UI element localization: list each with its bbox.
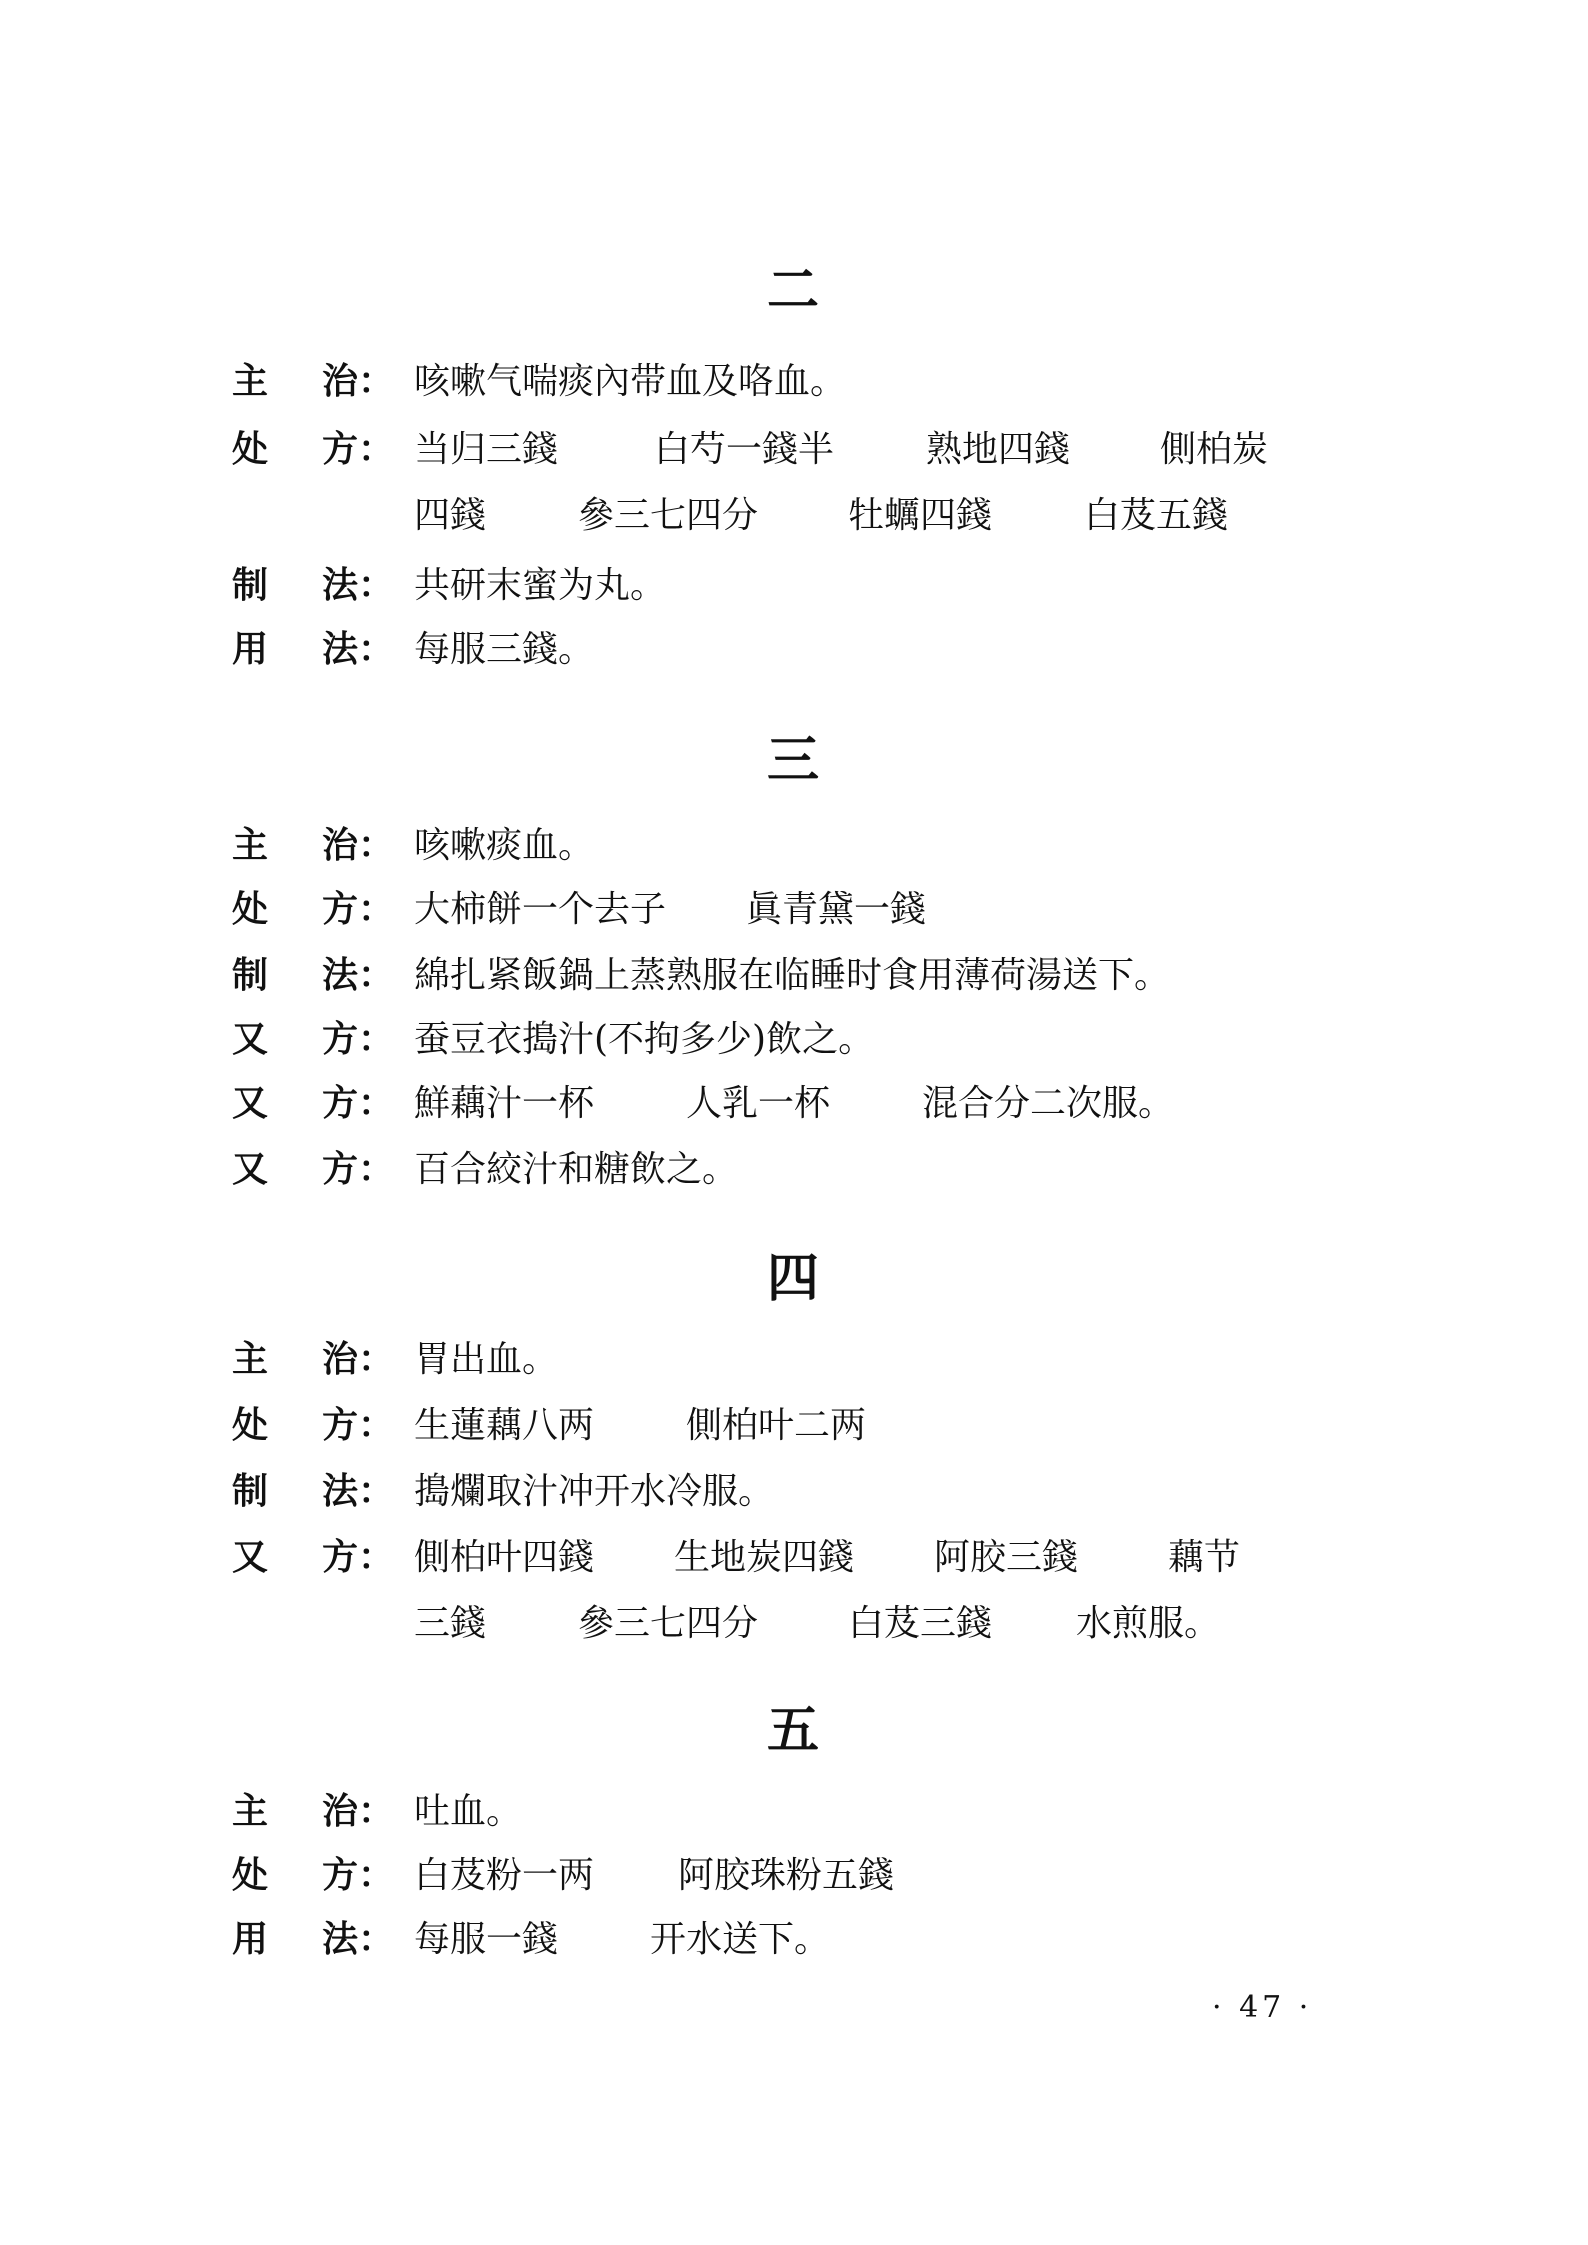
entry-row (232, 880, 1412, 940)
section-title: 二 (766, 260, 821, 321)
ingredient: 白芨三錢 (848, 1603, 993, 1644)
entry-label: 制 法： (232, 955, 395, 996)
entry-label: 主 治： (232, 1339, 395, 1380)
ingredient: 大柿餅一个去子 (414, 889, 667, 930)
entry-label: 又 方： (232, 1537, 395, 1578)
entry-text: 百合絞汁和糖飲之。 (414, 1149, 739, 1190)
entry-label: 又 方： (232, 1019, 395, 1060)
entry-row (232, 1010, 1412, 1070)
ingredient: 阿胶珠粉五錢 (678, 1855, 895, 1896)
entry-row (232, 620, 1412, 680)
entry-row (232, 1074, 1412, 1134)
ingredient: 白芨粉一两 (414, 1855, 595, 1896)
entry-label: 处 方： (232, 1855, 395, 1896)
entry-row (232, 1396, 1412, 1456)
entry-label: 又 方： (232, 1083, 395, 1124)
entry-text: 吐血。 (414, 1791, 523, 1832)
ingredient: 熟地四錢 (926, 429, 1071, 470)
entry-label: 用 法： (232, 629, 395, 670)
ingredient: 側柏炭 (1160, 429, 1269, 470)
entry-label: 处 方： (232, 889, 395, 930)
entry-row (232, 1782, 1412, 1842)
ingredient: 參三七四分 (578, 1603, 759, 1644)
entry-row (232, 1330, 1412, 1390)
entry-label: 用 法： (232, 1919, 395, 1960)
ingredient: 側柏叶二两 (686, 1405, 867, 1446)
entry-label: 制 法： (232, 565, 395, 606)
entry-row (232, 946, 1412, 1006)
entry-text: 胃出血。 (414, 1339, 559, 1380)
entry-row (232, 1910, 1412, 1970)
entry-row (232, 1462, 1412, 1522)
entry-continuation (414, 486, 1228, 546)
ingredient: 白芨五錢 (1084, 495, 1229, 536)
ingredient: 人乳一杯 (686, 1083, 831, 1124)
entry-text: 咳嗽气喘痰內带血及咯血。 (414, 361, 847, 402)
ingredient: 当归三錢 (414, 429, 559, 470)
ingredient: 藕节 (1168, 1537, 1241, 1578)
entry-label: 制 法： (232, 1471, 395, 1512)
entry-text: 每服一錢 (414, 1919, 559, 1960)
entry-row (232, 1846, 1412, 1906)
ingredient: 混合分二次服。 (922, 1083, 1175, 1124)
entry-label: 主 治： (232, 1791, 395, 1832)
ingredient: 三錢 (414, 1603, 487, 1644)
entry-row (232, 556, 1412, 616)
entry-row (232, 352, 1412, 412)
ingredient: 側柏叶四錢 (414, 1537, 595, 1578)
ingredient: 眞青黛一錢 (746, 889, 927, 930)
entry-text: 共研末蜜为丸。 (414, 565, 667, 606)
entry-text: 开水送下。 (650, 1919, 831, 1960)
entry-label: 处 方： (232, 1405, 395, 1446)
entry-text: 每服三錢。 (414, 629, 595, 670)
ingredient: 生地炭四錢 (674, 1537, 855, 1578)
entry-row (232, 816, 1412, 876)
ingredient: 生蓮藕八两 (414, 1405, 595, 1446)
entry-row (232, 1140, 1412, 1200)
entry-label: 又 方： (232, 1149, 395, 1190)
ingredient: 白芍一錢半 (654, 429, 835, 470)
entry-text: 綿扎紧飯鍋上蒸熟服在临睡时食用薄荷湯送下。 (414, 955, 1171, 996)
ingredient: 阿胶三錢 (934, 1537, 1079, 1578)
section-title: 五 (766, 1700, 821, 1761)
ingredient: 四錢 (414, 495, 487, 536)
ingredient: 牡蠣四錢 (848, 495, 993, 536)
entry-continuation (414, 1594, 1220, 1654)
ingredient: 鮮藕汁一杯 (414, 1083, 595, 1124)
entry-text: 搗爛取汁冲开水冷服。 (414, 1471, 775, 1512)
entry-label: 主 治： (232, 361, 395, 402)
entry-row (232, 420, 1412, 480)
entry-label: 处 方： (232, 429, 395, 470)
entry-text: 咳嗽痰血。 (414, 825, 595, 866)
entry-row (232, 1528, 1412, 1588)
entry-label: 主 治： (232, 825, 395, 866)
ingredient: 水煎服。 (1076, 1603, 1221, 1644)
page-number: · 47 · (1212, 1990, 1313, 2025)
entry-text: 蚕豆衣搗汁(不拘多少)飲之。 (414, 1019, 875, 1060)
section-title: 四 (766, 1248, 821, 1309)
section-title: 三 (766, 730, 821, 791)
ingredient: 參三七四分 (578, 495, 759, 536)
